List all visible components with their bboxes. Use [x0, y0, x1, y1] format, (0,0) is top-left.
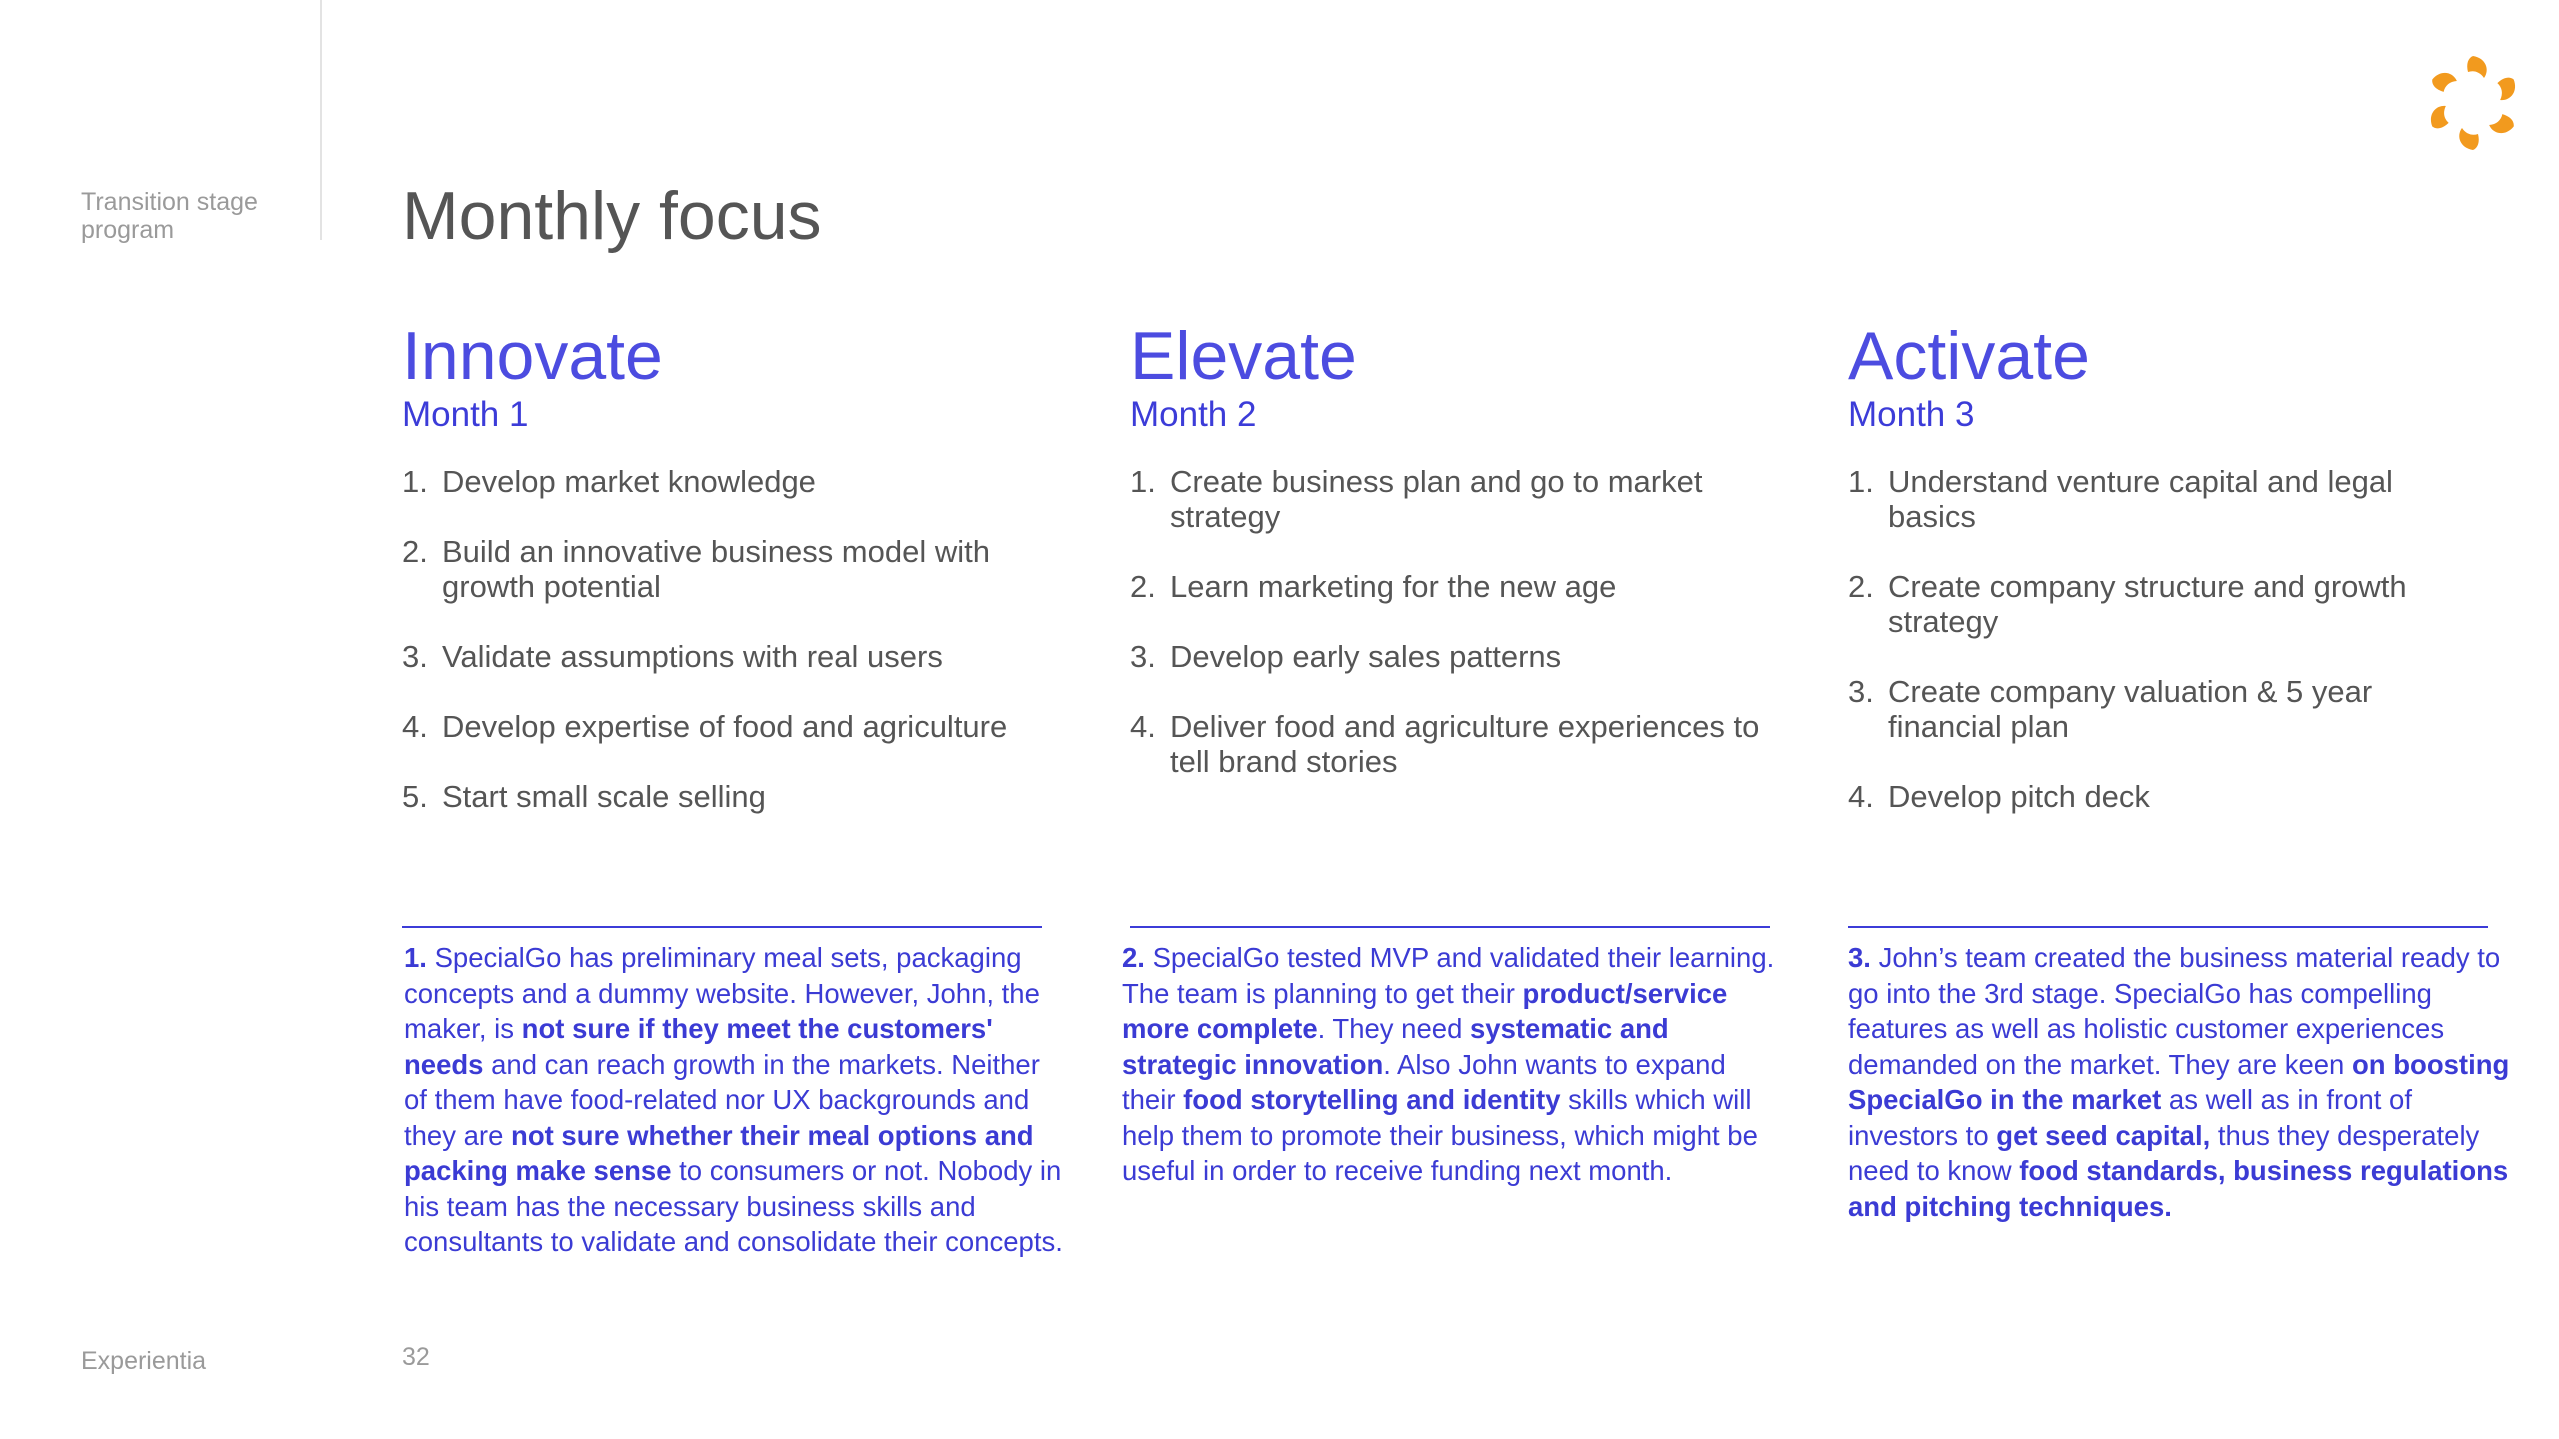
step-number: 1.: [1130, 464, 1156, 499]
note-emphasis: on boosting SpecialGo in the market: [1848, 1048, 2510, 1115]
step-text: Create company valuation & 5 year financial plan: [1888, 674, 2373, 744]
step-item: [1130, 709, 1770, 779]
step-number: 4.: [1130, 709, 1156, 744]
steps-list: [1130, 464, 1770, 779]
orange-swirl-logo-icon: [2418, 48, 2528, 158]
step-item: [402, 779, 1062, 814]
step-number: 4.: [1848, 779, 1874, 814]
step-text: Start small scale selling: [442, 779, 766, 814]
note-emphasis: product/service more complete: [1122, 977, 1728, 1044]
step-item: [1130, 464, 1770, 534]
note-text: thus they desperately need to know: [1848, 1119, 2480, 1186]
step-text: Create business plan and go to market strategy: [1170, 464, 1703, 534]
step-number: 1.: [1848, 464, 1874, 499]
note-text: . They need: [1317, 1013, 1471, 1044]
column-title: Elevate: [1130, 318, 1357, 394]
sidebar-divider: [320, 0, 322, 240]
step-number: 3.: [1130, 639, 1156, 674]
note-emphasis: 2.: [1122, 942, 1145, 973]
step-text: Deliver food and agriculture experiences to tell brand stories: [1170, 709, 1760, 779]
step-number: 2.: [1848, 569, 1874, 604]
note-text: SpecialGo has preliminary meal sets, packaging concepts and a dummy website. However, John, the maker, is: [404, 942, 1040, 1044]
step-text: Develop pitch deck: [1888, 779, 2150, 814]
note-emphasis: systematic and strategic innovation: [1122, 1013, 1669, 1080]
step-item: [402, 639, 1062, 674]
note-emphasis: get seed capital,: [1996, 1119, 2211, 1151]
step-item: [402, 534, 1062, 604]
column-elevate: [1130, 318, 1770, 814]
steps-list: [1848, 464, 2468, 814]
note-emphasis: 3.: [1848, 942, 1871, 973]
step-number: 1.: [402, 464, 428, 499]
step-number: 3.: [402, 639, 428, 674]
step-number: 3.: [1848, 674, 1874, 709]
column-subtitle: Month 1: [402, 395, 529, 434]
column-title: Innovate: [402, 318, 663, 394]
note-emphasis: food standards, business regulations and pitching techniques.: [1848, 1155, 2509, 1222]
note-text: John’s team created the business material ready to go into the 3rd stage. SpecialGo has compelling features as well as holistic customer experiences demanded on the market. They are keen: [1848, 942, 2501, 1080]
sidebar-section-label: Transition stage program: [81, 188, 258, 244]
note-emphasis: not sure whether their meal options and packing make sense: [404, 1119, 1034, 1186]
step-item: [402, 464, 1062, 499]
step-item: [1130, 569, 1770, 604]
step-item: [1848, 779, 2468, 814]
step-text: Develop early sales patterns: [1170, 639, 1562, 674]
column-activate: [1848, 318, 2468, 849]
column-subtitle: Month 2: [1130, 395, 1257, 434]
step-number: 4.: [402, 709, 428, 744]
note-text: . Also John wants to expand their: [1122, 1048, 1726, 1115]
note-text: and can reach growth in the markets. Neither of them have food-related nor UX backgrounds and they are: [404, 1048, 1040, 1151]
step-item: [1848, 464, 2468, 534]
page-title: Monthly focus: [402, 178, 822, 254]
note-emphasis: not sure if they meet the customers' needs: [404, 1013, 993, 1080]
step-item: [1848, 674, 2468, 744]
step-text: Develop expertise of food and agriculture: [442, 709, 1008, 744]
note-divider: [1848, 926, 2488, 928]
step-item: [402, 709, 1062, 744]
note-text: SpecialGo tested MVP and validated their learning. The team is planning to get their: [1122, 942, 1775, 1009]
step-number: 2.: [402, 534, 428, 569]
note-text: to consumers or not. Nobody in his team has the necessary business skills and consultants to validate and consolidate their concepts.: [404, 1155, 1063, 1257]
note-emphasis: 1.: [404, 942, 427, 973]
page-number: 32: [402, 1343, 430, 1371]
step-text: Develop market knowledge: [442, 464, 816, 499]
footer-brand: Experientia: [81, 1347, 207, 1375]
step-number: 2.: [1130, 569, 1156, 604]
step-text: Create company structure and growth strategy: [1888, 569, 2407, 639]
step-number: 5.: [402, 779, 428, 814]
note-text: as well as in front of investors to: [1848, 1084, 2412, 1151]
step-text: Validate assumptions with real users: [442, 639, 943, 674]
note-divider: [1130, 926, 1770, 928]
note-innovate: [404, 940, 1064, 1260]
note-divider: [402, 926, 1042, 928]
note-elevate: [1122, 940, 1782, 1189]
step-text: Build an innovative business model with growth potential: [442, 534, 990, 604]
note-emphasis: food storytelling and identity: [1183, 1084, 1561, 1115]
step-text: Understand venture capital and legal basics: [1888, 464, 2393, 534]
steps-list: [402, 464, 1062, 814]
note-activate: [1848, 940, 2518, 1224]
note-text: skills which will help them to promote their business, which might be useful in order to receive funding next month.: [1122, 1084, 1758, 1186]
step-item: [1130, 639, 1770, 674]
step-item: [1848, 569, 2468, 639]
column-title: Activate: [1848, 318, 2090, 394]
column-subtitle: Month 3: [1848, 395, 1975, 434]
step-text: Learn marketing for the new age: [1170, 569, 1617, 604]
column-innovate: [402, 318, 1062, 849]
